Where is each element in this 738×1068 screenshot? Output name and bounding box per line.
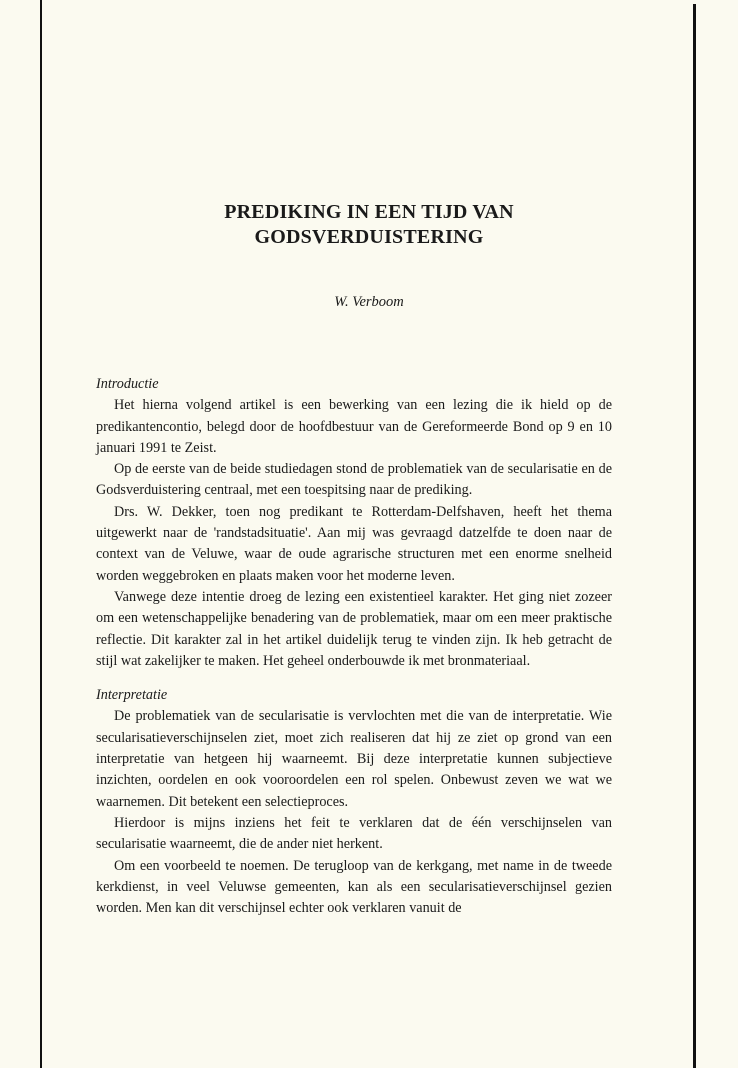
page-edge-left (40, 0, 42, 1068)
paragraph: De problematiek van de secularisatie is vervlochten met die van de interpretatie. Wie secularisatieverschijnselen ziet, moet zich realiseren dat hij ze ziet op grond van een interpretatie van hetgeen hij waarneemt. Bij deze interpretatie kunnen subjectieve inzichten, oordelen en ook vooroordelen een rol spelen. Onbewust zeven we wat we waarnemen. Dit betekent een selectieproces. (96, 708, 612, 810)
paragraph: Drs. W. Dekker, toen nog predikant te Rotterdam-Delfshaven, heeft het thema uitgewerkt naar de 'randstadsituatie'. Aan mij was gevraagd datzelfde te doen naar de context van de Veluwe, waar de oude agrarische structuren met een enorme snelheid worden weggebroken en plaats maken voor het moderne leven. (96, 503, 612, 584)
article-author: W. Verboom (334, 294, 404, 310)
paragraph: Vanwege deze intentie droeg de lezing een existentieel karakter. Het ging niet zozeer om een wetenschappelijke benadering van de problematiek, maar om een meer praktische reflectie. Dit karakter zal in het artikel duidelijk terug te vinden zijn. Ik heb getracht de stijl wat zakelijker te maken. Het geheel onderbouwde ik met bronmateriaal. (96, 588, 612, 669)
section-interpretatie (96, 685, 612, 919)
article-title (0, 200, 738, 250)
section-introductie (96, 374, 612, 672)
paragraph: Het hierna volgend artikel is een bewerking van een lezing die ik hield op de predikantencontio, belegd door de hoofdbestuur van de Gereformeerde Bond op 9 en 10 januari 1991 te Zeist. (96, 397, 612, 456)
section-heading: Introductie (96, 376, 159, 392)
paragraph: Hierdoor is mijns inziens het feit te verklaren dat de één verschijnselen van secularisatie waarneemt, die de ander niet herkent. (96, 814, 612, 853)
article-body (96, 374, 612, 932)
page-edge-right (693, 4, 696, 1068)
paragraph: Om een voorbeeld te noemen. De terugloop van de kerkgang, met name in de tweede kerkdienst, in veel Veluwse gemeenten, kan als een secularisatieverschijnsel gezien worden. Men kan dit verschijnsel echter ook verklaren vanuit de (96, 857, 612, 917)
section-heading: Interpretatie (96, 687, 168, 704)
article-title-line-2: GODSVERDUISTERING (254, 226, 484, 248)
article-title-line-1: PREDIKING IN EEN TIJD VAN (224, 201, 514, 223)
paragraph: Op de eerste van de beide studiedagen stond de problematiek van de secularisatie en de Godsverduistering centraal, met een toespitsing naar de prediking. (96, 461, 612, 499)
